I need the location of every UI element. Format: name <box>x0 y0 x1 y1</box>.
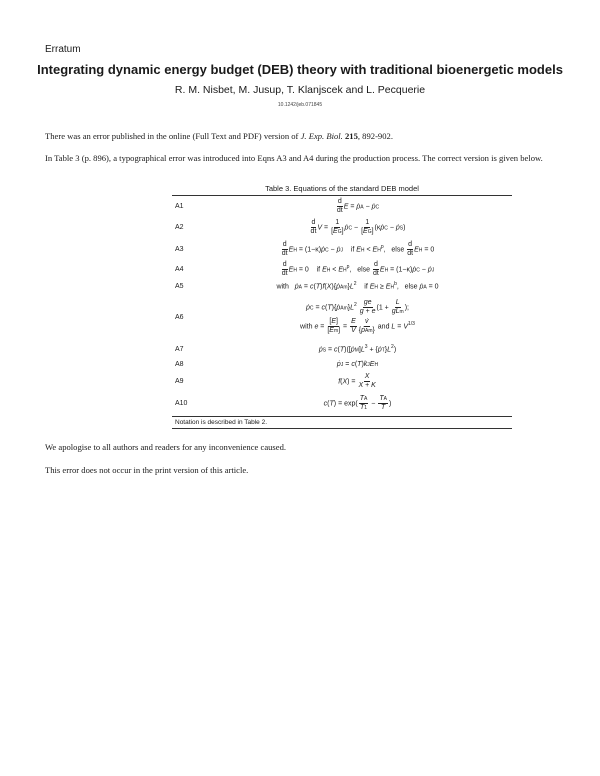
equation: $\frac{d}{dt}$ E = ṗA − ṗC <box>336 197 380 214</box>
p1-prefix: There was an error published in the online (Full Text and PDF) version of <box>45 131 301 141</box>
journal-volume: 215 <box>344 131 358 141</box>
equation-id: A6 <box>175 313 184 321</box>
doi-text[interactable]: 10.1242/jeb.071845 <box>277 102 323 108</box>
paragraph-apology: We apologise to all authors and readers for any inconvenience caused. <box>45 442 287 452</box>
table-row <box>172 239 512 259</box>
equation: $\frac{d}{dt}$ EH = (1−κ)ṗC − ṗJ if EH < $EH^p$, else $\frac{d}{dt}$ EH = 0 <box>281 240 435 257</box>
table-row <box>172 279 512 293</box>
paragraph-print-note: This error does not occur in the print version of this article. <box>45 465 249 475</box>
table-row <box>172 259 512 279</box>
table-row <box>172 371 512 391</box>
paragraph-error-notice <box>45 131 560 142</box>
equation-id: A1 <box>175 202 184 210</box>
table-row <box>172 391 512 416</box>
equation: ṗJ = c(T)k̇JEH <box>336 360 379 368</box>
equation: ṗC = $c(T)\{ṗAm\}L^2$ $\frac{ge}{g + e}$ (1 + $\frac{L}{\text{gLm}}$ ); with e = $\frac{[E]}{[Em]}$ = $\frac{E}{V}$ $\frac{v̇}{\text{\{ṗAm\}}}$ and $L = V^{1/3}$ <box>300 299 415 334</box>
equation: f(X) = $\frac{X}{X + K}$ <box>338 372 376 389</box>
equation-id: A5 <box>175 282 184 290</box>
table-note-rule <box>172 428 512 429</box>
journal-name: J. Exp. Biol. <box>300 131 343 141</box>
equation: $\frac{d}{dt}$ EH = 0 if EH < $EH^p$, else $\frac{d}{dt}$ EH = (1−κ)ṗC − ṗJ <box>281 260 435 277</box>
equation: with ṗA = $c(T)f(X)\{ṗAm\}L^2$ if EH ≥ $EH^b$, else ṗA = 0 <box>276 281 439 291</box>
equation-id: A3 <box>175 245 184 253</box>
paragraph-correction-detail: In Table 3 (p. 896), a typographical error was introduced into Eqns A3 and A4 during the production process. The correct version is given below. <box>45 153 543 163</box>
equation-id: A9 <box>175 377 184 385</box>
equation: c(T) = exp( $\frac{TA}{T1}$ − $\frac{TA}{T}$ ) <box>323 395 392 411</box>
table-row <box>172 196 512 216</box>
table-row <box>172 341 512 357</box>
equations-table <box>172 184 512 429</box>
table-row <box>172 216 512 239</box>
equation: ṗS = $c(T)([ṗM]L^3$ + $\{ṗT\}L^2$) <box>318 344 397 354</box>
article-type-label: Erratum <box>45 44 81 55</box>
table-title: Table 3. Equations of the standard DEB model <box>265 184 419 193</box>
author-list: R. M. Nisbet, M. Jusup, T. Klanjscek and L. Pecquerie <box>174 84 426 96</box>
article-title: Integrating dynamic energy budget (DEB) theory with traditional bioenergetic models <box>37 62 563 77</box>
table-row <box>172 293 512 341</box>
equation-id: A8 <box>175 360 184 368</box>
table-row <box>172 357 512 371</box>
equation-id: A10 <box>175 400 188 407</box>
equation-id: A2 <box>175 224 184 231</box>
equation: $\frac{d}{dt}$ V = $\frac{1}{[EG]}$ ṗC − $\frac{1}{[EG]}$ (κṗC − ṗS) <box>310 219 406 235</box>
p1-suffix: , 892-902. <box>357 131 393 141</box>
equation-id: A4 <box>175 265 184 273</box>
equation-id: A7 <box>175 345 184 353</box>
table-note: Notation is described in Table 2. <box>175 419 268 426</box>
